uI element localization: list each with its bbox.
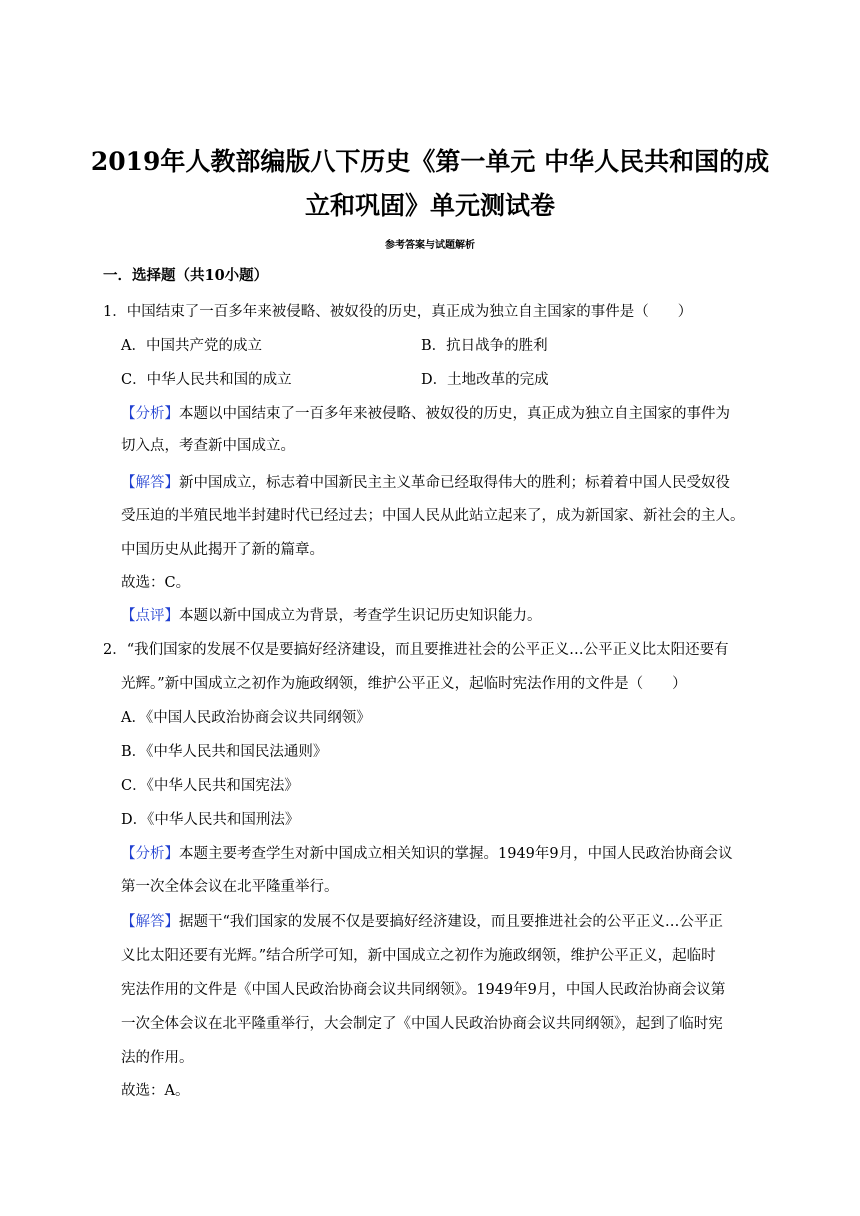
- q1-analysis: [121, 404, 730, 424]
- q1-option-b: B．抗日战争的胜利: [421, 338, 548, 354]
- q2-answer-line4: 一次全体会议在北平隆重举行，大会制定了《中国人民政治协商会议共同纲领》，起到了临时宪: [121, 1016, 723, 1032]
- q2-stem-line2: 光辉。”新中国成立之初作为施政纲领，维护公平正义，起临时宪法作用的文件是（ ）: [121, 676, 687, 692]
- q1-comment: [121, 606, 542, 626]
- q2-stem-line1: 2．“我们国家的发展不仅是要搞好经济建设，而且要推进社会的公平正义…公平正义比太阳还要有: [103, 642, 729, 658]
- q1-analysis-line2: 切入点，考查新中国成立。: [121, 438, 295, 454]
- q1-answer-line3: 中国历史从此揭开了新的篇章。: [121, 542, 324, 558]
- q2-choice: 故选：A。: [121, 1083, 190, 1099]
- q2-option-a: A．《中国人民政治协商会议共同纲领》: [121, 710, 371, 726]
- q1-analysis-text: 本题以中国结束了一百多年来被侵略、被奴役的历史，真正成为独立自主国家的事件为: [179, 406, 730, 422]
- q2-option-b: B．《中华人民共和国民法通则》: [121, 744, 328, 760]
- q1-answer-tag: 【解答】: [121, 475, 179, 491]
- q2-answer-line5: 法的作用。: [121, 1050, 194, 1066]
- section-heading: 一．选择题（共10小题）: [103, 267, 269, 284]
- q2-analysis-line2: 第一次全体会议在北平隆重举行。: [121, 879, 339, 895]
- q2-option-d: D．《中华人民共和国刑法》: [121, 812, 300, 828]
- q1-comment-text: 本题以新中国成立为背景，考查学生识记历史知识能力。: [179, 608, 542, 624]
- q2-answer-tag: 【解答】: [121, 914, 179, 930]
- q2-analysis-tag: 【分析】: [121, 846, 179, 862]
- q2-answer-text: 据题干“我们国家的发展不仅是要搞好经济建设，而且要推进社会的公平正义…公平正: [179, 914, 723, 930]
- q1-option-d: D．土地改革的完成: [421, 372, 549, 388]
- q1-answer: [121, 473, 730, 493]
- q1-option-a: A．中国共产党的成立: [121, 338, 262, 354]
- q1-analysis-tag: 【分析】: [121, 406, 179, 422]
- q1-stem: 1．中国结束了一百多年来被侵略、被奴役的历史，真正成为独立自主国家的事件是（ ）: [103, 304, 693, 320]
- q2-analysis: [121, 844, 733, 864]
- q2-option-c: C．《中华人民共和国宪法》: [121, 778, 299, 794]
- q1-choice: 故选：C。: [121, 575, 191, 591]
- q2-answer-line3: 宪法作用的文件是《中国人民政治协商会议共同纲领》。1949年9月，中国人民政治协商会议第: [121, 982, 726, 998]
- q2-analysis-text: 本题主要考查学生对新中国成立相关知识的掌握。1949年9月，中国人民政治协商会议: [179, 846, 733, 862]
- q1-answer-text: 新中国成立，标志着中国新民主主义革命已经取得伟大的胜利；标着着中国人民受奴役: [179, 475, 730, 491]
- q1-option-c: C．中华人民共和国的成立: [121, 372, 292, 388]
- q1-answer-line2: 受压迫的半殖民地半封建时代已经过去；中国人民从此站立起来了，成为新国家、新社会的主人。: [121, 508, 745, 524]
- q1-comment-tag: 【点评】: [121, 608, 179, 624]
- document-title-line2: 立和巩固》单元测试卷: [304, 191, 555, 220]
- document-title-line1: 2019年人教部编版八下历史《第一单元 中华人民共和国的成: [90, 147, 770, 176]
- q2-answer: [121, 912, 723, 932]
- document-subtitle: 参考答案与试题解析: [385, 240, 475, 251]
- q2-answer-line2: 义比太阳还要有光辉。”结合所学可知，新中国成立之初作为施政纲领，维护公平正义，起临时: [121, 948, 716, 964]
